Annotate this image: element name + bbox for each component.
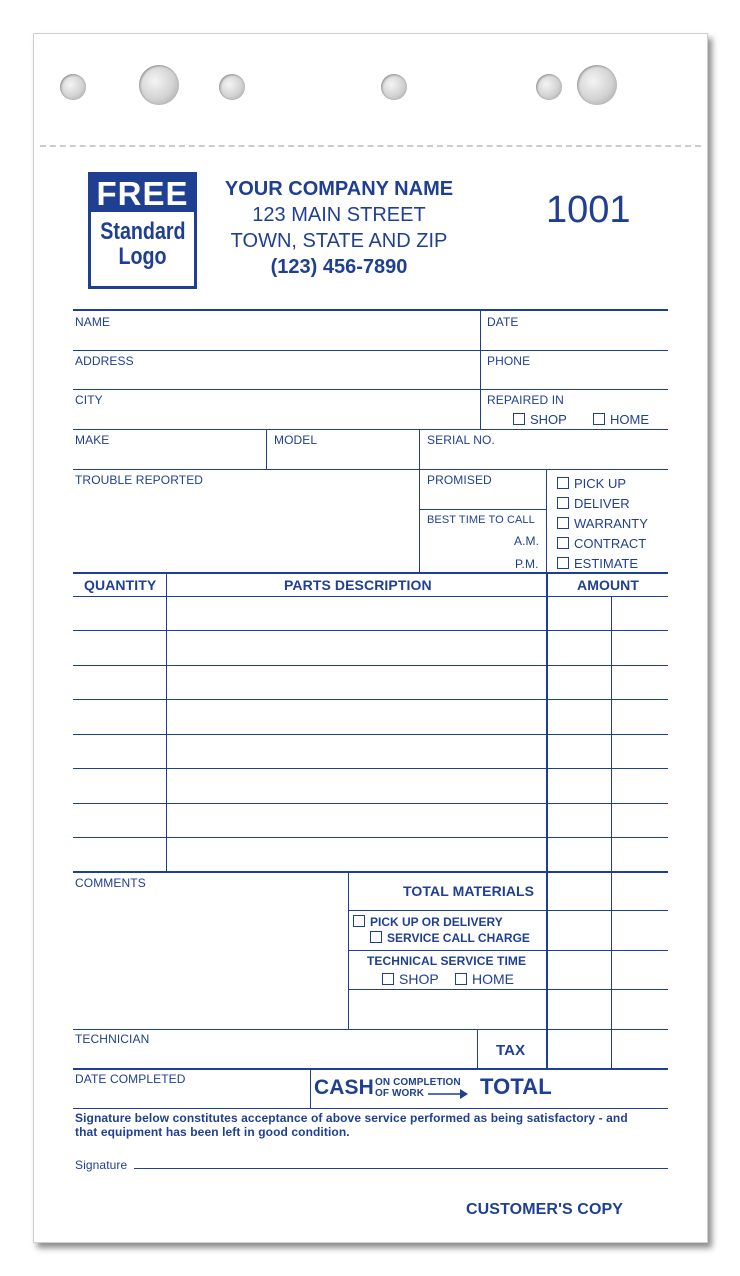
pickup-label: PICK UP <box>574 476 627 491</box>
punch-hole <box>219 74 245 100</box>
punch-hole <box>577 65 617 105</box>
punch-hole <box>139 65 179 105</box>
tech-home-checkbox[interactable] <box>455 971 514 987</box>
pickup-delivery-checkbox[interactable] <box>353 915 503 929</box>
company-header <box>209 176 469 281</box>
of-work-label: OF WORK <box>375 1088 425 1099</box>
trouble-label: TROUBLE REPORTED <box>75 473 204 487</box>
logo-standard-text: Standard <box>100 218 186 245</box>
tech-time-label: TECHNICAL SERVICE TIME <box>367 954 527 968</box>
make-label: MAKE <box>75 433 110 447</box>
technician-label: TECHNICIAN <box>75 1032 150 1046</box>
acceptance-text-1: Signature below constitutes acceptance of above service performed as being satisfactory - and <box>75 1111 628 1125</box>
arrow-right-icon <box>428 1088 468 1100</box>
total-materials-label: TOTAL MATERIALS <box>403 883 535 899</box>
service-call-label: SERVICE CALL CHARGE <box>387 931 530 945</box>
tech-shop-label: SHOP <box>399 971 439 987</box>
serial-label: SERIAL NO. <box>427 433 495 447</box>
best-time-label: BEST TIME TO CALL <box>427 514 535 526</box>
tech-home-label: HOME <box>472 971 514 987</box>
model-label: MODEL <box>274 433 318 447</box>
contract-label: CONTRACT <box>574 536 647 551</box>
signature-label: Signature <box>75 1158 128 1172</box>
form-number: 1001 <box>546 189 631 231</box>
perforation-line <box>40 145 701 147</box>
estimate-checkbox[interactable] <box>557 556 638 571</box>
repaired-home-checkbox[interactable] <box>593 412 649 427</box>
company-phone: (123) 456-7890 <box>270 256 408 278</box>
warranty-label: WARRANTY <box>574 516 648 531</box>
deliver-checkbox[interactable] <box>557 496 630 511</box>
logo <box>88 172 197 289</box>
service-call-checkbox[interactable] <box>370 931 530 945</box>
total-label: TOTAL <box>480 1074 552 1099</box>
punch-hole <box>536 74 562 100</box>
quantity-header: QUANTITY <box>84 577 157 593</box>
pickup-delivery-label: PICK UP OR DELIVERY <box>370 915 503 929</box>
tech-shop-checkbox[interactable] <box>382 971 439 987</box>
contract-checkbox[interactable] <box>557 536 646 551</box>
repaired-shop-checkbox[interactable] <box>513 412 567 427</box>
parts-description-header: PARTS DESCRIPTION <box>284 577 432 593</box>
logo-logo-text: Logo <box>118 243 167 270</box>
address-label: ADDRESS <box>75 354 134 368</box>
customers-copy-label: CUSTOMER'S COPY <box>466 1201 624 1218</box>
estimate-label: ESTIMATE <box>574 556 639 571</box>
pm-label: P.M. <box>515 557 539 571</box>
amount-header: AMOUNT <box>577 577 640 593</box>
repaired-shop-label: SHOP <box>530 412 567 427</box>
tax-label: TAX <box>496 1042 526 1059</box>
promised-label: PROMISED <box>427 473 492 487</box>
punch-hole <box>60 74 86 100</box>
acceptance-text-2: that equipment has been left in good condition. <box>75 1125 350 1139</box>
warranty-checkbox[interactable] <box>557 516 648 531</box>
city-label: CITY <box>75 393 103 407</box>
comments-label: COMMENTS <box>75 876 146 890</box>
logo-free-text: FREE <box>91 175 194 212</box>
company-street: 123 MAIN STREET <box>252 204 426 226</box>
repaired-home-label: HOME <box>610 412 649 427</box>
pickup-checkbox[interactable] <box>557 476 626 491</box>
name-label: NAME <box>75 315 111 329</box>
punch-hole <box>381 74 407 100</box>
date-completed-label: DATE COMPLETED <box>75 1072 186 1086</box>
work-order-form <box>33 33 708 1243</box>
repaired-in-label: REPAIRED IN <box>487 393 564 407</box>
on-completion-label: ON COMPLETION <box>375 1077 461 1088</box>
company-name: YOUR COMPANY NAME <box>224 178 454 200</box>
cash-label: CASH <box>314 1076 374 1099</box>
phone-label: PHONE <box>487 354 531 368</box>
am-label: A.M. <box>514 534 540 548</box>
date-label: DATE <box>487 315 519 329</box>
signature-line[interactable] <box>134 1168 668 1169</box>
deliver-label: DELIVER <box>574 496 630 511</box>
company-city: TOWN, STATE AND ZIP <box>230 230 448 252</box>
